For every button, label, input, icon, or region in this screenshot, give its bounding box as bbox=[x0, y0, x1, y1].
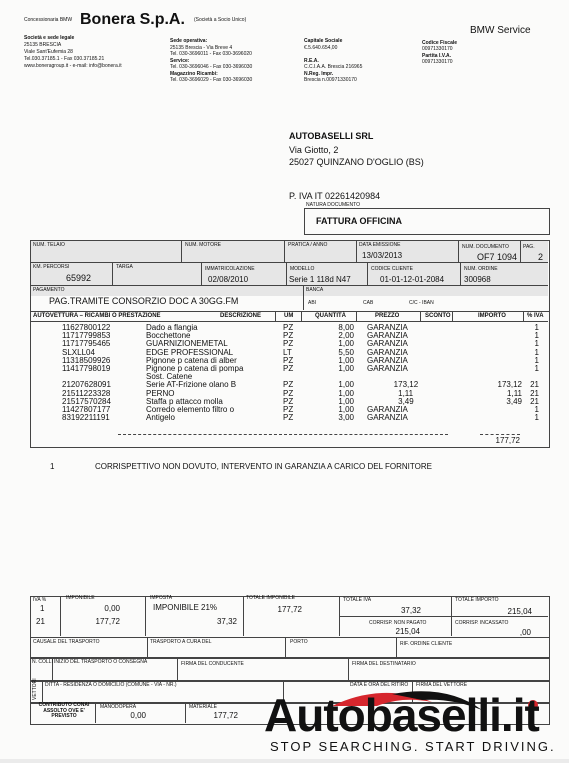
pratica-label: PRATICA / ANNO bbox=[288, 242, 328, 248]
rif-label: RIF. ORDINE CLIENTE bbox=[400, 641, 453, 647]
numdoc-value: OF7 1094 bbox=[477, 252, 518, 262]
nreg-title: N.Reg. Impr. bbox=[304, 71, 334, 77]
natura-label: NATURA DOCUMENTO bbox=[306, 202, 360, 208]
items-subtotal: 177,72 bbox=[495, 436, 520, 445]
corrisp-label: CORRISP. NON PAGATO bbox=[369, 620, 427, 626]
materiale-label: MATERIALE bbox=[189, 704, 217, 710]
tot-totimponibile-label: TOTALE IMPONIBILE bbox=[246, 595, 295, 601]
rea-title: R.E.A. bbox=[304, 58, 319, 64]
watermark-brand: Autobaselli.it bbox=[264, 689, 539, 741]
tot-row1-imposta: IMPONIBILE 21% bbox=[153, 603, 218, 612]
abi-label: ABI bbox=[308, 300, 317, 306]
piva-value: 00971330170 bbox=[422, 59, 453, 65]
incassato-value: ,00 bbox=[519, 628, 531, 637]
emissione-label: DATA EMISSIONE bbox=[359, 242, 401, 248]
banca-label: BANCA bbox=[306, 287, 324, 293]
row-prezzo: GARANZIA GARANZIA GARANZIA GARANZIA GARANZIA GARANZIA 173,12 1,11 3,49 GARANZIA GARANZIA bbox=[367, 323, 419, 423]
col-quantita: QUANTITÀ bbox=[315, 313, 346, 319]
causale-label: CAUSALE DEL TRASPORTO bbox=[33, 639, 100, 645]
inizio-label: INIZIO DEL TRASPORTO O CONSEGNA bbox=[54, 659, 148, 665]
telaio-label: NUM. TELAIO bbox=[33, 242, 65, 248]
piva-title: Partita I.V.A. bbox=[422, 53, 451, 59]
modello-label: MODELLO bbox=[290, 266, 315, 272]
trasporto-label: TRASPORTO A CURA DEL bbox=[150, 639, 212, 645]
motore-label: NUM. MOTORE bbox=[185, 242, 222, 248]
data-ora-label: DATA E ORA DEL RITIRO bbox=[350, 682, 409, 688]
pagamento-value: PAG.TRAMITE CONSORZIO DOC A 30GG.FM bbox=[49, 296, 239, 306]
contributo-label: CONTRIBUTO CONAI ASSOLTO OVE E' PREVISTO bbox=[38, 702, 90, 719]
row-importo: 173,12 1,11 3,49 bbox=[497, 380, 522, 406]
issuer-socio: (Società a Socio Unico) bbox=[194, 17, 247, 23]
tot-row2-imponibile: 177,72 bbox=[95, 617, 120, 626]
watermark-tagline: STOP SEARCHING. START DRIVING. bbox=[270, 739, 556, 754]
sede-operativa-title: Sede operativa: bbox=[170, 38, 208, 44]
firma-destinatario-label: FIRMA DEL DESTINATARIO bbox=[352, 661, 416, 667]
sede-legale-line: Tel.030.37185.1 - Fax 030.37185.21 bbox=[24, 56, 105, 62]
capitale-value: €.5.640.654,00 bbox=[304, 45, 338, 51]
incassato-label: CORRISP. INCASSATO bbox=[455, 620, 509, 626]
sede-legale-line: www.boneragroup.it - e-mail: info@bonera.it bbox=[24, 63, 122, 69]
manodopera-value: 0,00 bbox=[130, 711, 146, 720]
note-number: 1 bbox=[50, 462, 55, 471]
row-qty: 8,00 2,00 1,00 5,50 1,00 1,00 1,00 1,00 1,00 1,00 3,00 bbox=[338, 323, 354, 423]
corrisp-value: 215,04 bbox=[395, 627, 420, 636]
brand-bmw-service: BMW Service bbox=[470, 25, 531, 36]
cf-value: 00971330170 bbox=[422, 46, 453, 52]
tot-imponibile-label: IMPONIBILE bbox=[66, 595, 95, 601]
col-prezzo: PREZZO bbox=[375, 313, 400, 319]
numdoc-label: NUM. DOCUMENTO bbox=[462, 244, 509, 250]
cliente-value: 01-01-12-01-2084 bbox=[380, 275, 445, 284]
pag-label: PAG. bbox=[523, 244, 535, 250]
pagamento-label: PAGAMENTO bbox=[33, 287, 65, 293]
tot-totimponibile: 177,72 bbox=[277, 605, 302, 614]
firma-vettore-label: FIRMA DEL VETTORE bbox=[416, 682, 468, 688]
cc-label: C/C - IBAN bbox=[409, 300, 434, 306]
modello-value: Serie 1 118d N47 bbox=[289, 275, 351, 284]
magazzino-title: Magazzino Ricambi: bbox=[170, 71, 218, 77]
cliente-label: CODICE CLIENTE bbox=[371, 266, 413, 272]
tot-row2-iva: 21 bbox=[36, 617, 45, 626]
pag-value: 2 bbox=[538, 252, 544, 262]
service-line: Tel. 030-3696046 - Fax 030-3696030 bbox=[170, 64, 253, 70]
concessionaria-label: Concessionaria BMW bbox=[24, 17, 73, 23]
col-autovettura: AUTOVETTURA – RICAMBI O PRESTAZIONE bbox=[33, 313, 161, 319]
rea-value: C.C.I.A.A. Brescia 216965 bbox=[304, 64, 363, 70]
ordine-value: 300968 bbox=[464, 275, 491, 284]
col-sconto: SCONTO bbox=[425, 313, 451, 319]
tot-totimporto: 215,04 bbox=[507, 607, 532, 616]
porto-label: PORTO bbox=[290, 639, 308, 645]
sede-operativa-line: 25135 Brescia - Via Breve 4 bbox=[170, 45, 233, 51]
immatr-value: 02/08/2010 bbox=[208, 275, 249, 284]
tot-totiva: 37,32 bbox=[400, 606, 421, 615]
note-text: CORRISPETTIVO NON DOVUTO, INTERVENTO IN GARANZIA A CARICO DEL FORNITORE bbox=[95, 462, 432, 471]
tot-row2-imposta: 37,32 bbox=[216, 617, 237, 626]
recipient-address-2: 25027 QUINZANO D'OGLIO (BS) bbox=[289, 157, 424, 167]
ordine-label: NUM. ORDINE bbox=[464, 266, 498, 272]
recipient-name: AUTOBASELLI SRL bbox=[289, 131, 374, 141]
row-descriptions: Dado a flangia Bocchettone GUARNIZIONEMETAL EDGE PROFESSIONAL Pignone p catena di alber Pignone p catena di pompa Sost. Catene Serie AT-Frizione olano B PERNO Staffa p attacco molla Corredo elemento filtro o Antigelo bbox=[146, 323, 244, 423]
recipient-piva: P. IVA IT 02261420984 bbox=[289, 191, 381, 201]
recipient-address-1: Via Giotto, 2 bbox=[289, 145, 339, 155]
ditta-label: DITTA - RESIDENZA O DOMICILIO (COMUNE - VIA - NR.) bbox=[45, 682, 177, 688]
tot-iva-perc-label: IVA % bbox=[33, 597, 47, 603]
sede-legale-line: 25135 BRESCIA bbox=[24, 42, 62, 48]
tot-row1-imponibile: 0,00 bbox=[104, 604, 120, 613]
tot-row1-iva: 1 bbox=[40, 604, 45, 613]
issuer-name: Bonera S.p.A. bbox=[80, 11, 185, 28]
sede-operativa-line: Tel. 030-3696011 - Fax 030-3696020 bbox=[170, 51, 252, 57]
cf-title: Codice Fiscale bbox=[422, 40, 458, 46]
capitale-title: Capitale Sociale bbox=[304, 38, 343, 44]
sede-legale-line: Viale Sant'Eufemia 28 bbox=[24, 49, 73, 55]
natura-value: FATTURA OFFICINA bbox=[316, 216, 402, 226]
vettori-label: VETTORI bbox=[32, 678, 38, 700]
tot-totimporto-label: TOTALE IMPORTO bbox=[455, 597, 499, 603]
col-importo: IMPORTO bbox=[478, 313, 506, 319]
row-iva: 1 1 1 1 1 1 21 21 21 1 1 bbox=[530, 323, 539, 423]
sede-legale-title: Società e sede legale bbox=[24, 35, 75, 41]
tot-totiva-label: TOTALE IVA bbox=[343, 597, 372, 603]
col-um: UM bbox=[284, 313, 294, 319]
firma-conducente-label: FIRMA DEL CONDUCENTE bbox=[181, 661, 244, 667]
targa-label: TARGA bbox=[116, 264, 133, 270]
service-title: Service: bbox=[170, 58, 190, 64]
km-value: 65992 bbox=[66, 273, 92, 283]
col-descrizione: DESCRIZIONE bbox=[220, 313, 262, 319]
immatr-label: IMMATRICOLAZIONE bbox=[205, 266, 255, 272]
cab-label: CAB bbox=[363, 300, 374, 306]
row-um: PZ PZ PZ LT PZ PZ PZ PZ PZ PZ PZ bbox=[283, 323, 294, 423]
tot-imposta-label: IMPOSTA bbox=[150, 595, 173, 601]
emissione-value: 13/03/2013 bbox=[362, 251, 403, 260]
km-label: KM. PERCORSI bbox=[33, 264, 70, 270]
magazzino-line: Tel. 030-3696029 - Fax 030-3696030 bbox=[170, 77, 253, 83]
colli-label: N. COLLI bbox=[32, 659, 53, 665]
row-codes: 11627800122 11717799853 11717795465 SLXLL04 11318509926 11417798019 21207628091 21511223328 21517570284 11427807177 83192211191 bbox=[62, 323, 111, 423]
nreg-value: Brescia n.00971330170 bbox=[304, 77, 357, 83]
col-iva: % IVA bbox=[527, 313, 544, 319]
materiale-value: 177,72 bbox=[213, 711, 238, 720]
manodopera-label: MANODOPERA bbox=[100, 704, 137, 710]
